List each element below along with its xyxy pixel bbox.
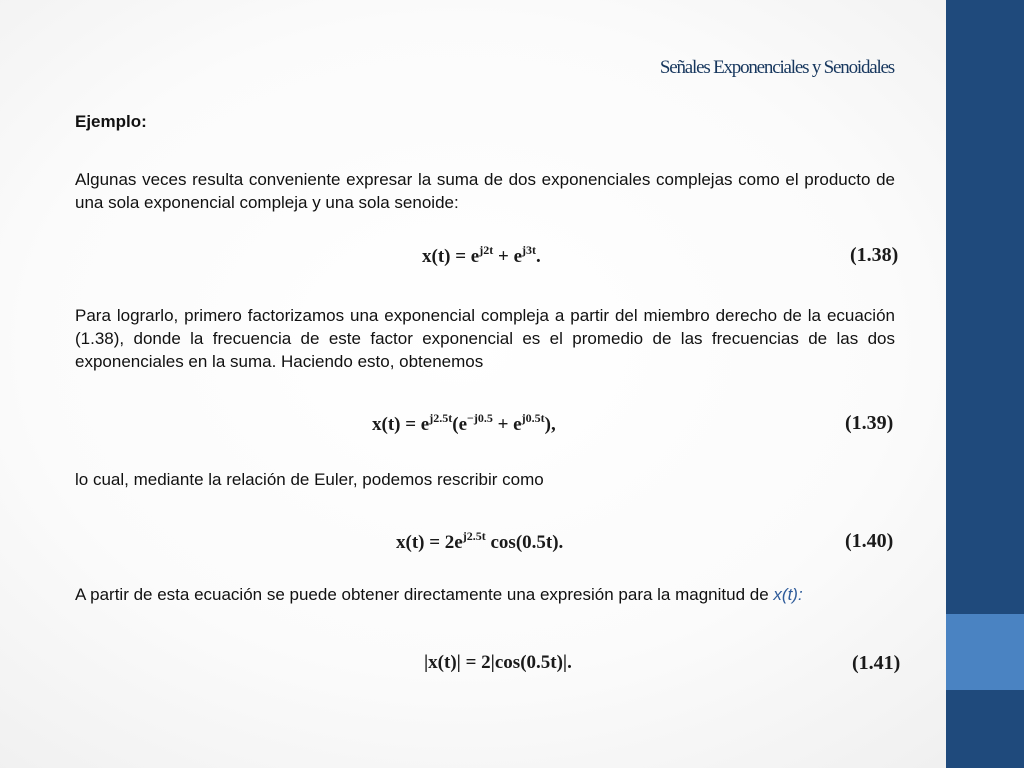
- eq-1-40-lhs: x(t) = 2e: [396, 532, 463, 553]
- equation-number-1-38: (1.38): [850, 244, 899, 266]
- equation-number-1-41: (1.41): [852, 652, 901, 674]
- eq-1-38-tail: .: [536, 246, 541, 267]
- paragraph-intro: Algunas veces resulta conveniente expresar la suma de dos exponenciales complejas como el producto de una sola exponencial compleja y una sola senoide:: [75, 170, 895, 212]
- sidebar-accent-block: [946, 614, 1024, 690]
- eq-1-39-exp3: j0.5t: [521, 411, 545, 425]
- paragraph-magnitude: [75, 583, 895, 606]
- eq-1-40-tail: cos(0.5t).: [485, 532, 564, 553]
- eq-1-39-exp2: −j0.5: [467, 411, 493, 425]
- sidebar-band: [946, 0, 1024, 768]
- eq-1-39-tail: ),: [544, 414, 556, 435]
- eq-1-38-lhs: x(t) = e: [422, 246, 480, 267]
- equation-1-41: |x(t)| = 2|cos(0.5t)|.: [424, 652, 572, 673]
- paragraph-magnitude-text: A partir de esta ecuación se puede obtener directamente una expresión para la magnitud de: [75, 585, 774, 604]
- paragraph-euler: lo cual, mediante la relación de Euler, podemos rescribir como: [75, 470, 544, 489]
- paragraph-factorize: Para lograrlo, primero factorizamos una exponencial compleja a partir del miembro derecho de la ecuación (1.38), donde la frecuencia de este factor exponencial es el promedio de las frecuencias de las dos exponenciales en la suma. Haciendo esto, obtenemos: [75, 306, 895, 371]
- eq-1-40-exp1: j2.5t: [462, 529, 486, 543]
- xt-highlight: x(t):: [773, 585, 803, 604]
- equation-1-39: [372, 411, 556, 436]
- equation-1-38: [422, 243, 541, 268]
- slide-title: Señales Exponenciales y Senoidales: [659, 57, 894, 78]
- eq-1-39-lhs: x(t) = e: [372, 414, 430, 435]
- eq-1-39-exp1: j2.5t: [429, 411, 453, 425]
- equation-number-1-40: (1.40): [845, 530, 894, 552]
- equation-1-40: [396, 529, 563, 554]
- eq-1-39-mid2: + e: [492, 414, 522, 435]
- eq-1-38-exp1: j2t: [479, 243, 494, 257]
- equation-number-1-39: (1.39): [845, 412, 894, 434]
- eq-1-38-mid: + e: [493, 246, 523, 267]
- eq-1-38-exp2: j3t: [522, 243, 537, 257]
- eq-1-39-mid: (e: [452, 414, 468, 435]
- example-heading: Ejemplo:: [75, 112, 147, 131]
